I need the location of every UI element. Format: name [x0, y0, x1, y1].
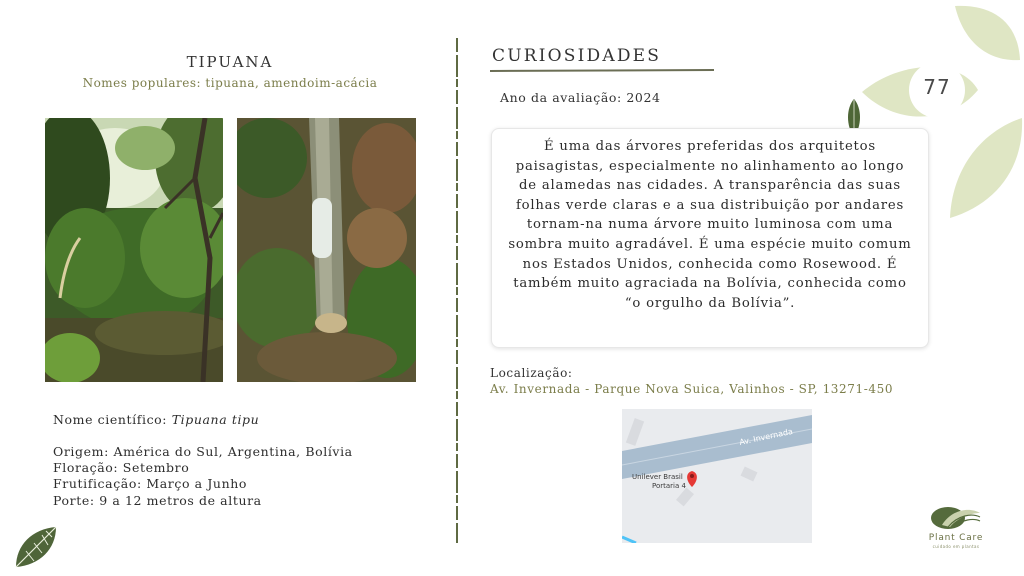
location-address: Av. Invernada - Parque Nova Suica, Valinhos - SP, 13271-450	[490, 382, 894, 396]
map-street-label: Av. Invernada	[738, 426, 794, 447]
canopy-image	[45, 118, 223, 382]
scientific-label: Nome científico:	[53, 412, 172, 427]
map-place-line2: Portaria 4	[652, 482, 686, 490]
flowering: Floração: Setembro	[53, 460, 190, 475]
curiosities-text: É uma das árvores preferidas dos arquitetos paisagistas, especialmente no alinhamento ao longo de alamedas nas cidades. A transparência das suas folhas verde claras e a sua distribuição por andares tornam-na numa árvore muito luminosa com uma sombra muito agradável. É uma espécie muito comum nos Estados Unidos, conhecida como Rosewood. É também muito agraciada na Bolívia, conhecida como “o orgulho da Bolívia”.	[508, 139, 912, 311]
origin: Origem: América do Sul, Argentina, Bolívia	[53, 444, 353, 459]
curiosities-box	[491, 128, 929, 348]
size: Porte: 9 a 12 metros de altura	[53, 493, 262, 508]
popular-names: Nomes populares: tipuana, amendoim-acácia	[82, 76, 378, 90]
scientific-name: Tipuana tipu	[171, 412, 260, 427]
leaf-decoration-icon	[12, 523, 60, 571]
location-map[interactable]	[622, 409, 812, 543]
page-number: 77	[923, 75, 951, 99]
heading-underline	[490, 68, 714, 74]
plant-care-logo-icon	[928, 503, 982, 531]
map-canvas	[622, 409, 812, 543]
page-divider	[455, 38, 459, 543]
evaluation-year: Ano da avaliação: 2024	[500, 90, 661, 105]
fruiting: Frutificação: Março a Junho	[53, 476, 248, 491]
brand-name: Plant Care	[928, 533, 984, 543]
map-place-line1: Unilever Brasil	[632, 473, 683, 481]
trunk-image	[237, 118, 416, 382]
tree-canopy-photo	[45, 118, 223, 382]
location-label: Localização:	[490, 366, 573, 380]
tree-trunk-photo	[237, 118, 416, 382]
brand-tagline: cuidado em plantas	[932, 544, 980, 549]
species-title: TIPUANA	[186, 53, 274, 71]
curiosities-heading: CURIOSIDADES	[492, 46, 662, 66]
scientific-name-row	[53, 412, 259, 427]
